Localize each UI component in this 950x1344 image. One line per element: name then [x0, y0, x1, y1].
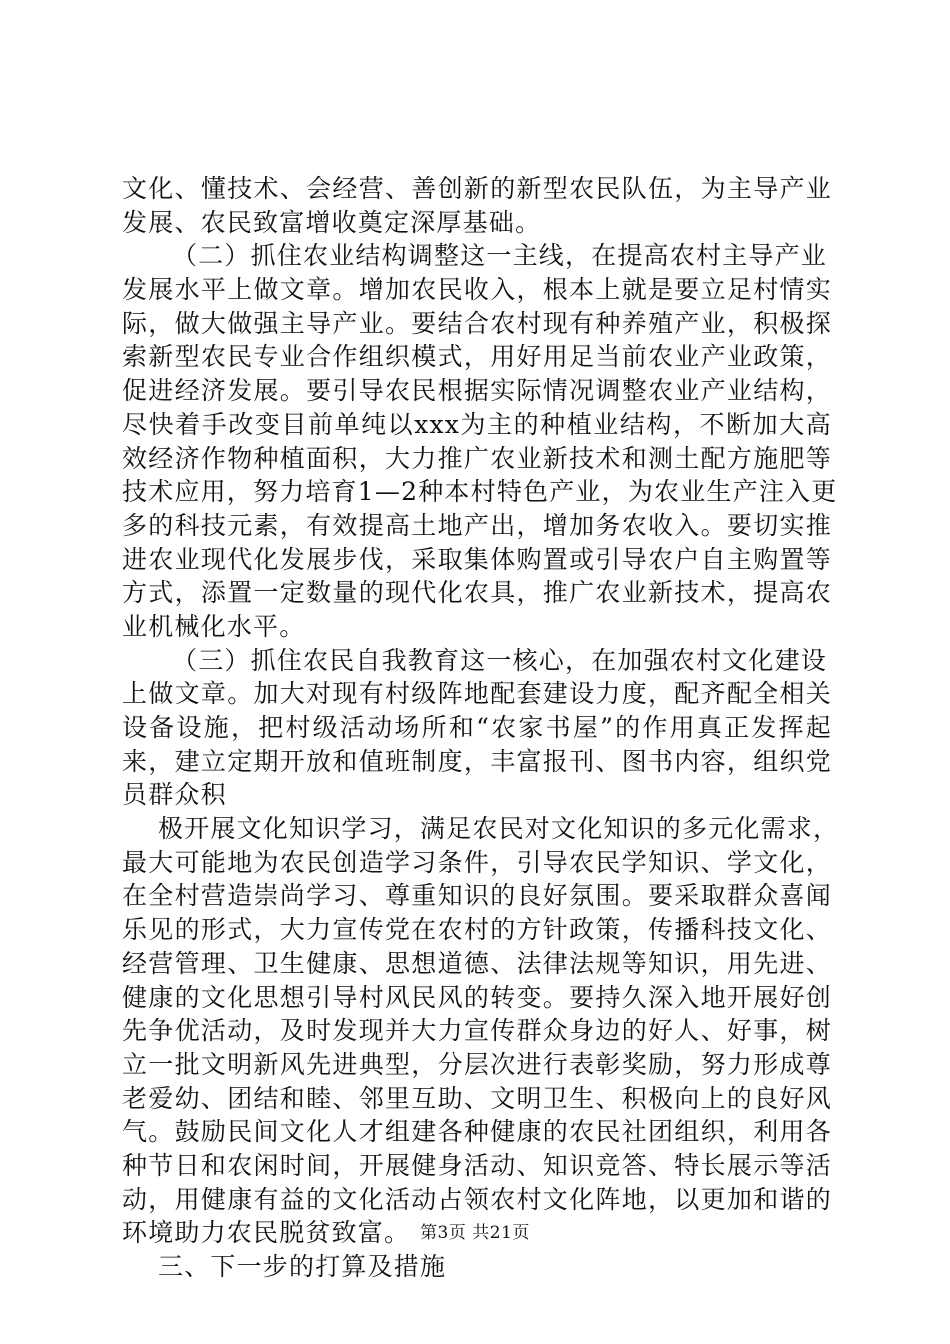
- text-line: 际，做大做强主导产业。要结合农村现有种养殖产业，积极探: [122, 308, 832, 338]
- document-body: [122, 172, 842, 1284]
- text-line: 环境助力农民脱贫致富。: [122, 1218, 411, 1248]
- text-line: 进农业现代化发展步伐，采取集体购置或引导农户自主购置等: [122, 544, 832, 574]
- text-line: 极开展文化知识学习，满足农民对文化知识的多元化需求，: [158, 814, 840, 844]
- text-line: 技术应用，努力培育1—2种本村特色产业，为农业生产注入更: [122, 477, 838, 507]
- text-line: 效经济作物种植面积，大力推广农业新技术和测土配方施肥等: [122, 443, 832, 473]
- text-line: 索新型农民专业合作组织模式，用好用足当前农业产业政策，: [122, 342, 832, 372]
- text-line: 气。鼓励民间文化人才组建各种健康的农民社团组织，利用各: [122, 1117, 832, 1147]
- text-line: 文化、懂技术、会经营、善创新的新型农民队伍，为主导产业: [122, 174, 832, 203]
- text-line: 种节日和农闲时间，开展健身活动、知识竞答、特长展示等活: [122, 1150, 832, 1180]
- text-line: 老爱幼、团结和睦、邻里互助、文明卫生、积极向上的良好风: [122, 1083, 832, 1113]
- text-line: 来，建立定期开放和值班制度，丰富报刊、图书内容，组织党: [122, 746, 832, 776]
- text-line: 员群众积: [122, 780, 227, 810]
- text-line: 发展、农民致富增收奠定深厚基础。: [122, 207, 542, 237]
- text-line: 立一批文明新风先进典型，分层次进行表彰奖励，努力形成尊: [122, 1049, 832, 1079]
- section-heading-line: （三）抓住农民自我教育这一核心，在加强农村文化建设: [172, 645, 828, 675]
- text-line: 尽快着手改变目前单纯以xxx为主的种植业结构，不断加大高: [122, 409, 832, 439]
- section-heading-line: 三、下一步的打算及措施: [158, 1252, 447, 1281]
- text-line: 多的科技元素，有效提高土地产出，增加务农收入。要切实推: [122, 510, 832, 540]
- text-line: 经营管理、卫生健康、思想道德、法律法规等知识，用先进、: [122, 948, 832, 978]
- text-line: 设备设施，把村级活动场所和“农家书屋”的作用真正发挥起: [122, 713, 832, 742]
- text-line: 发展水平上做文章。增加农民收入，根本上就是要立足村情实: [122, 275, 832, 305]
- text-line: 方式，添置一定数量的现代化农具，推广农业新技术，提高农: [122, 578, 832, 608]
- text-line: 乐见的形式，大力宣传党在农村的方针政策，传播科技文化、: [122, 915, 832, 945]
- text-line: 先争优活动，及时发现并大力宣传群众身边的好人、好事，树: [122, 1016, 832, 1046]
- page-number-footer: 第3页 共21页: [420, 1223, 530, 1243]
- text-line: 上做文章。加大对现有村级阵地配套建设力度，配齐配全相关: [122, 679, 832, 709]
- text-line: 促进经济发展。要引导农民根据实际情况调整农业产业结构，: [122, 376, 832, 406]
- text-line: 业机械化水平。: [122, 611, 306, 641]
- text-line: 在全村营造崇尚学习、尊重知识的良好氛围。要采取群众喜闻: [122, 881, 832, 911]
- text-line: 最大可能地为农民创造学习条件，引导农民学知识、学文化，: [122, 847, 832, 877]
- text-line: 动，用健康有益的文化活动占领农村文化阵地，以更加和谐的: [122, 1184, 832, 1214]
- section-heading-line: （二）抓住农业结构调整这一主线，在提高农村主导产业: [172, 241, 828, 271]
- text-line: 健康的文化思想引导村风民风的转变。要持久深入地开展好创: [122, 982, 832, 1012]
